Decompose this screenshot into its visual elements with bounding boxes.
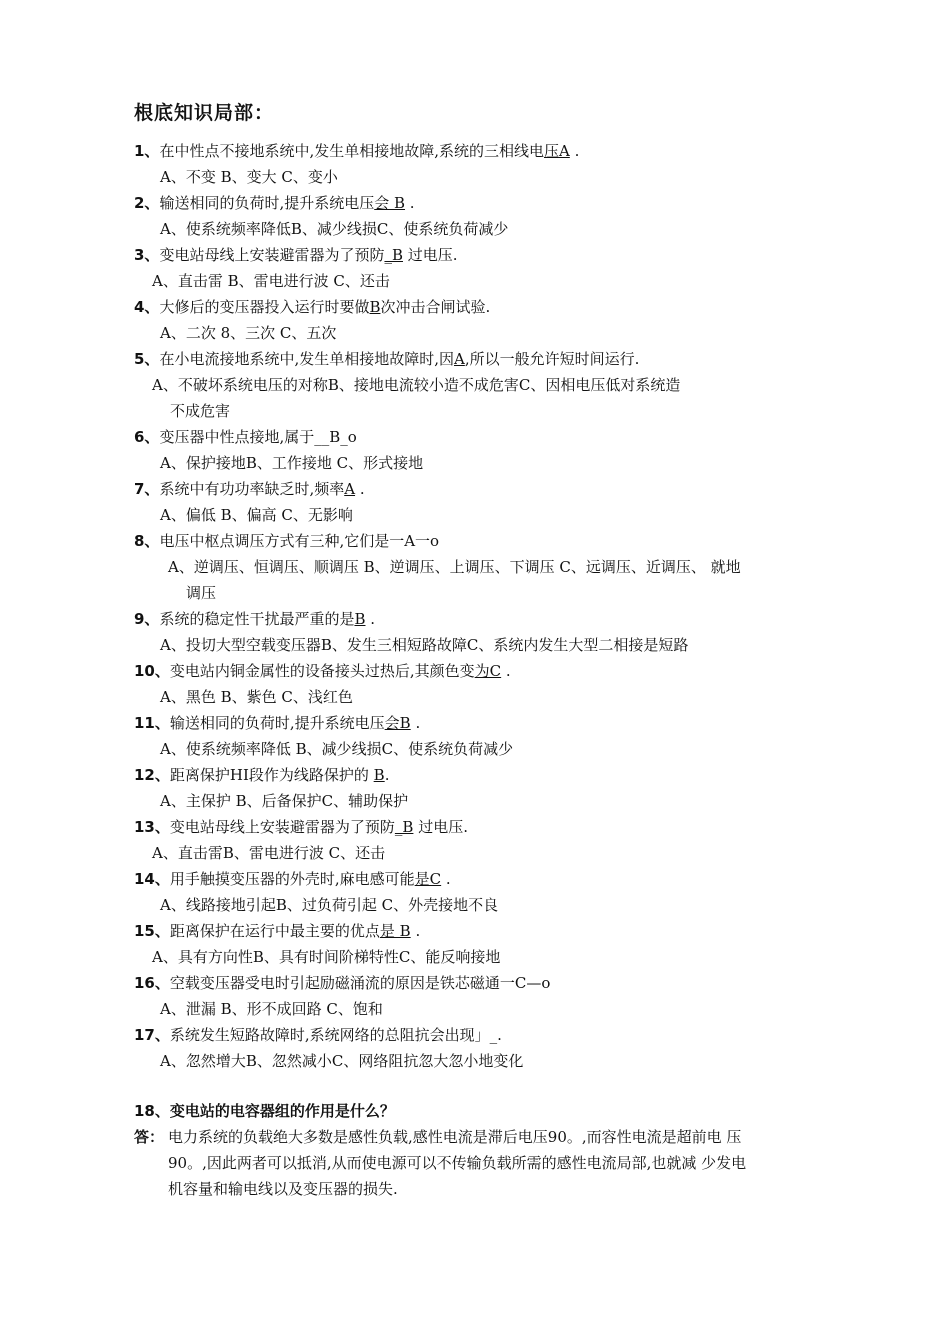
question-number: 17、 bbox=[134, 1026, 170, 1044]
question-text-tail: 过电压. bbox=[413, 818, 468, 836]
question-line bbox=[134, 141, 579, 161]
answer-blank: 会 B bbox=[374, 194, 406, 212]
options-line: A、具有方向性B、具有时间阶梯特性C、能反响接地 bbox=[152, 948, 501, 966]
question-text: 系统的稳定性干扰最严重的是 bbox=[159, 610, 355, 628]
question-text: 距离保护在运行中最主要的优点 bbox=[169, 922, 380, 940]
question-number: 9、 bbox=[134, 610, 160, 628]
question-text: 变电站母线上安装避雷器为了预防 bbox=[159, 246, 385, 264]
options-line-continued: 不成危害 bbox=[170, 402, 231, 420]
question-line bbox=[134, 349, 639, 369]
options-line: A、泄漏 B、形不成回路 C、饱和 bbox=[160, 1000, 383, 1018]
question-number: 14、 bbox=[134, 870, 170, 888]
question-text: 在小电流接地系统中,发生单相接地故障时,因 bbox=[159, 350, 454, 368]
question-text-tail: ,所以一般允许短时间运行. bbox=[464, 350, 640, 368]
question-line bbox=[134, 479, 365, 499]
question-text-tail: . bbox=[410, 714, 421, 732]
answer-blank: 为C bbox=[474, 662, 502, 680]
question-text: 输送相同的负荷时,提升系统电压 bbox=[159, 194, 375, 212]
question-line bbox=[134, 297, 490, 317]
question-number: 6、 bbox=[134, 428, 160, 446]
options-line: A、使系统频率降低B、减少线损C、使系统负荷减少 bbox=[160, 220, 509, 238]
answer-text-line: 90。,因此两者可以抵消,从而使电源可以不传输负载所需的感性电流局部,也就减 少发电 bbox=[168, 1154, 747, 1172]
question-line bbox=[134, 765, 389, 785]
question-line bbox=[134, 869, 451, 889]
options-line: A、偏低 B、偏高 C、无影响 bbox=[160, 506, 353, 524]
question-text-tail: 次冲击合闸试验. bbox=[380, 298, 491, 316]
options-line: A、线路接地引起B、过负荷引起 C、外壳接地不良 bbox=[160, 896, 499, 914]
question-text: 输送相同的负荷时,提升系统电压 bbox=[169, 714, 385, 732]
options-line: A、直击雷 B、雷电进行波 C、还击 bbox=[152, 272, 390, 290]
question-number: 11、 bbox=[134, 714, 170, 732]
question-number: 7、 bbox=[134, 480, 160, 498]
options-line: A、主保护 B、后备保护C、辅助保护 bbox=[160, 792, 409, 810]
question-line bbox=[134, 973, 550, 993]
question-number: 4、 bbox=[134, 298, 160, 316]
answer-text-line: 电力系统的负载绝大多数是感性负载,感性电流是滞后电压90。,而容性电流是超前电 压 bbox=[168, 1128, 742, 1146]
question-number: 12、 bbox=[134, 766, 170, 784]
question-number: 3、 bbox=[134, 246, 160, 264]
options-line: A、二次 8、三次 C、五次 bbox=[160, 324, 337, 342]
question-line bbox=[134, 609, 375, 629]
question-text: 系统发生短路故障时,系统网络的总阻抗会出现」_. bbox=[169, 1026, 502, 1044]
question-number: 5、 bbox=[134, 350, 160, 368]
question-text: 变电站内铜金属性的设备接头过热后,其颜色变 bbox=[169, 662, 475, 680]
answer-label: 答： bbox=[134, 1128, 165, 1146]
answer-text-line: 机容量和输电线以及变压器的损失. bbox=[168, 1180, 398, 1198]
question-line bbox=[134, 531, 439, 551]
answer-blank: 会B bbox=[384, 714, 411, 732]
question-text-tail: . bbox=[384, 766, 390, 784]
options-line: A、不破坏系统电压的对称B、接地电流较小造不成危害C、因相电压低对系统造 bbox=[152, 376, 681, 394]
question-number: 10、 bbox=[134, 662, 170, 680]
answer-blank: A bbox=[344, 480, 356, 498]
question-text-tail: . bbox=[501, 662, 511, 680]
question-number: 15、 bbox=[134, 922, 170, 940]
question-number: 13、 bbox=[134, 818, 170, 836]
options-line: A、直击雷B、雷电进行波 C、还击 bbox=[152, 844, 386, 862]
answer-blank: _B bbox=[394, 818, 414, 836]
answer-blank: B bbox=[354, 610, 366, 628]
question-text: 距离保护HI段作为线路保护的 bbox=[169, 766, 374, 784]
answer-blank: 压A bbox=[543, 142, 570, 160]
question-line bbox=[134, 661, 511, 681]
question-text: 大修后的变压器投入运行时要做 bbox=[159, 298, 370, 316]
question-18-title: 18、变电站的电容器组的作用是什么？ bbox=[134, 1102, 395, 1120]
question-line bbox=[134, 245, 458, 265]
question-text: 变电站母线上安装避雷器为了预防 bbox=[169, 818, 395, 836]
options-line-continued: 调压 bbox=[186, 584, 217, 602]
question-number: 16、 bbox=[134, 974, 170, 992]
question-text-tail: . bbox=[405, 194, 415, 212]
question-number: 1、 bbox=[134, 142, 160, 160]
question-line bbox=[134, 713, 420, 733]
options-line: A、投切大型空载变压器B、发生三相短路故障C、系统内发生大型二相接是短路 bbox=[160, 636, 689, 654]
question-text-tail: . bbox=[441, 870, 451, 888]
options-line: A、黑色 B、紫色 C、浅红色 bbox=[160, 688, 353, 706]
question-line bbox=[134, 817, 468, 837]
question-text-tail: . bbox=[355, 480, 365, 498]
question-text: 变压器中性点接地,属于__B_o bbox=[159, 428, 357, 446]
question-text: 系统中有功功率缺乏时,频率 bbox=[159, 480, 345, 498]
question-line bbox=[134, 193, 415, 213]
question-text-tail: 过电压. bbox=[402, 246, 458, 264]
question-number: 8、 bbox=[134, 532, 160, 550]
question-text: 电压中枢点调压方式有三种,它们是一A一o bbox=[159, 532, 440, 550]
question-text-tail: . bbox=[410, 922, 421, 940]
answer-blank: A bbox=[453, 350, 465, 368]
options-line: A、保护接地B、工作接地 C、形式接地 bbox=[160, 454, 424, 472]
question-text-tail: . bbox=[569, 142, 580, 160]
question-text: 用手触摸变压器的外壳时,麻电感可能 bbox=[169, 870, 415, 888]
question-line bbox=[134, 1025, 502, 1045]
answer-blank: 是C bbox=[414, 870, 442, 888]
options-line: A、使系统频率降低 B、减少线损C、使系统负荷减少 bbox=[160, 740, 514, 758]
answer-blank: _B bbox=[384, 246, 403, 264]
options-line: A、逆调压、恒调压、顺调压 B、逆调压、上调压、下调压 C、远调压、近调压、 就地 bbox=[168, 558, 741, 576]
question-text: 在中性点不接地系统中,发生单相接地故障,系统的三相线电 bbox=[159, 142, 544, 160]
question-line bbox=[134, 427, 357, 447]
options-line: A、不变 B、变大 C、变小 bbox=[160, 168, 338, 186]
section-heading: 根底知识局部： bbox=[134, 102, 275, 124]
answer-blank: B bbox=[373, 766, 385, 784]
options-line: A、忽然增大B、忽然减小C、网络阻抗忽大忽小地变化 bbox=[160, 1052, 524, 1070]
question-line bbox=[134, 921, 420, 941]
answer-blank: B bbox=[369, 298, 381, 316]
question-text: 空载变压器受电时引起励磁涌流的原因是铁芯磁通一C—o bbox=[169, 974, 551, 992]
answer-blank: 是 B bbox=[379, 922, 411, 940]
question-number: 2、 bbox=[134, 194, 160, 212]
question-text-tail: . bbox=[365, 610, 376, 628]
